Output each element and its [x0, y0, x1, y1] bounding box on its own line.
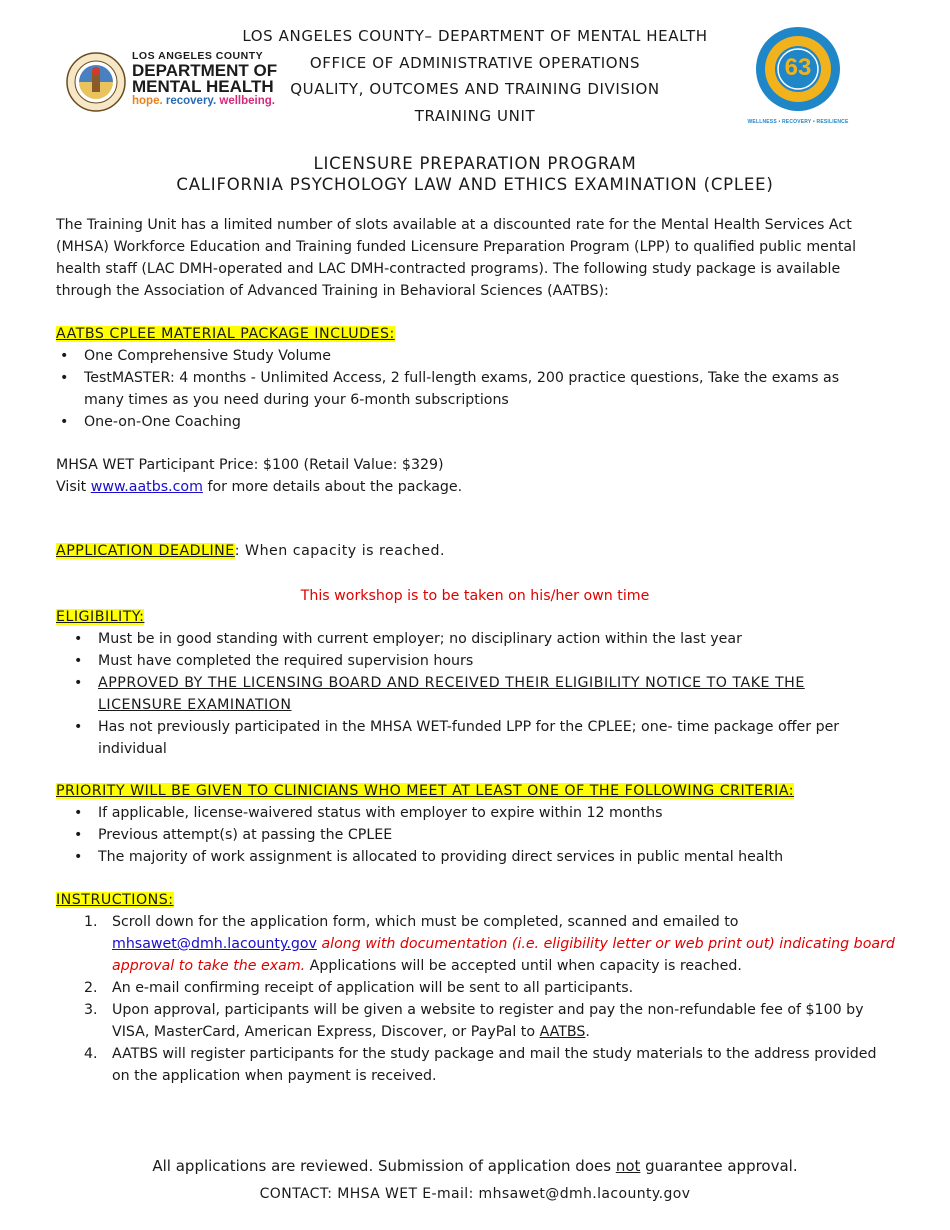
list-item [56, 1043, 896, 1087]
list-item: • Must have completed the required supervision hours [56, 650, 846, 672]
instr1-text-b: Applications will be accepted until when capacity is reached. [305, 958, 742, 974]
intro-paragraph: The Training Unit has a limited number of slots available at a discounted rate for the Mental Health Services Act (MHSA) Workforce Education and Training funded Licensure Preparation Program (LPP) to qualified public mental health staff (LAC DMH-operated and LAC DMH-contracted programs). The following study package is available through the Association of Advanced Training in Behavioral Sciences (AATBS): [56, 217, 857, 299]
list-item: • One-on-One Coaching [42, 411, 882, 433]
review-text-a: All applications are reviewed. Submission of application does [152, 1157, 616, 1175]
instr3-text-a: Upon approval, participants will be given a website to register and pay the non-refundable fee of $100 by VISA, MasterCard, American Express, Discover, or PayPal to [112, 1002, 864, 1040]
instr3-text-b: . [585, 1024, 590, 1040]
contact-line: CONTACT: MHSA WET E-mail: mhsawet@dmh.lacounty.gov [259, 1186, 691, 1202]
workshop-note: This workshop is to be taken on his/her own time [300, 588, 650, 604]
eligibility-approved-text: APPROVED BY THE LICENSING BOARD AND RECEIVED THEIR ELIGIBILITY NOTICE TO TAKE THE LICENSURE EXAMINATION [98, 675, 805, 713]
item-number: 4. [84, 1046, 98, 1062]
tag-wellbeing: wellbeing. [219, 95, 275, 107]
tag-recovery: recovery. [165, 95, 217, 107]
instructions-heading [56, 889, 174, 911]
priority-heading-text: PRIORITY WILL BE GIVEN TO CLINICIANS WHO MEET AT LEAST ONE OF THE FOLLOWING CRITERIA: [56, 783, 795, 799]
priority-list [56, 802, 876, 868]
eligibility-heading-text: ELIGIBILITY: [56, 609, 145, 625]
eligibility-list [56, 628, 846, 760]
review-text-b: guarantee approval. [640, 1157, 798, 1175]
list-item: • Must be in good standing with current employer; no disciplinary action within the last year [56, 628, 846, 650]
visit-suffix: for more details about the package. [202, 479, 463, 495]
aatbs-link[interactable]: www.aatbs.com [90, 479, 203, 495]
tag-hope: hope. [132, 95, 163, 107]
list-item: • TestMASTER: 4 months - Unlimited Access, 2 full-length exams, 200 practice questions, Take the exams as many times as you need during your 6-month subscriptions [42, 367, 882, 411]
review-note [0, 1155, 950, 1177]
review-not: not [615, 1157, 641, 1175]
list-item: • If applicable, license-waivered status with employer to expire within 12 months [56, 802, 876, 824]
header-line-2: OFFICE OF ADMINISTRATIVE OPERATIONS [309, 54, 641, 72]
package-price: MHSA WET Participant Price: $100 (Retail Value: $329) [56, 457, 444, 473]
list-item [56, 911, 896, 977]
deadline-text: : When capacity is reached. [234, 543, 446, 559]
deadline-label: APPLICATION DEADLINE [56, 543, 235, 559]
dmh-logo-line1: LOS ANGELES COUNTY [132, 50, 264, 62]
list-item: • One Comprehensive Study Volume [42, 345, 882, 367]
package-heading-text: AATBS CPLEE MATERIAL PACKAGE INCLUDES: [56, 326, 395, 342]
mhsa-number: 63 [784, 54, 812, 81]
item-number: 1. [84, 914, 98, 930]
header-line-4: TRAINING UNIT [414, 107, 536, 125]
instr4-text: AATBS will register participants for the study package and mail the study materials to the address provided on the application when payment is received. [112, 1046, 877, 1084]
list-item [56, 977, 896, 999]
header-line-3: QUALITY, OUTCOMES AND TRAINING DIVISION [290, 80, 660, 98]
dmh-logo-line3: MENTAL HEALTH [132, 77, 274, 96]
item-number: 2. [84, 980, 98, 996]
instructions-heading-text: INSTRUCTIONS: [56, 892, 174, 908]
package-visit [56, 476, 896, 498]
dmh-logo-line2: DEPARTMENT OF [132, 61, 278, 80]
item-number: 3. [84, 1002, 98, 1018]
instr1-text-a: Scroll down for the application form, which must be completed, scanned and emailed to [112, 914, 739, 930]
instr2-text: An e-mail confirming receipt of application will be sent to all participants. [112, 980, 634, 996]
page-title-line2: CALIFORNIA PSYCHOLOGY LAW AND ETHICS EXAMINATION (CPLEE) [176, 175, 774, 194]
package-heading [56, 323, 395, 345]
priority-heading [56, 780, 794, 802]
list-item: • The majority of work assignment is allocated to providing direct services in public mental health [56, 846, 876, 868]
mhsa-logo [738, 26, 858, 130]
mhsawet-email-link[interactable]: mhsawet@dmh.lacounty.gov [112, 936, 317, 952]
visit-prefix: Visit [56, 479, 91, 495]
county-seal-icon [66, 52, 126, 112]
list-item: • Has not previously participated in the MHSA WET-funded LPP for the CPLEE; one- time package offer per individual [56, 716, 846, 760]
page-title-line1: LICENSURE PREPARATION PROGRAM [313, 154, 637, 173]
eligibility-heading [56, 606, 144, 628]
aatbs-text: AATBS [539, 1024, 586, 1040]
deadline-line [56, 540, 445, 562]
package-list [42, 345, 882, 433]
instr1-red-text: along with documentation (i.e. eligibility letter or web print out) indicating board approval to take the exam. [112, 936, 895, 974]
list-item [56, 999, 896, 1043]
list-item: • Previous attempt(s) at passing the CPLEE [56, 824, 876, 846]
mhsa-tagline: WELLNESS • RECOVERY • RESILIENCE [747, 119, 849, 125]
header-line-1: LOS ANGELES COUNTY– DEPARTMENT OF MENTAL HEALTH [242, 27, 708, 45]
instructions-list [56, 911, 896, 1087]
list-item [56, 672, 846, 716]
